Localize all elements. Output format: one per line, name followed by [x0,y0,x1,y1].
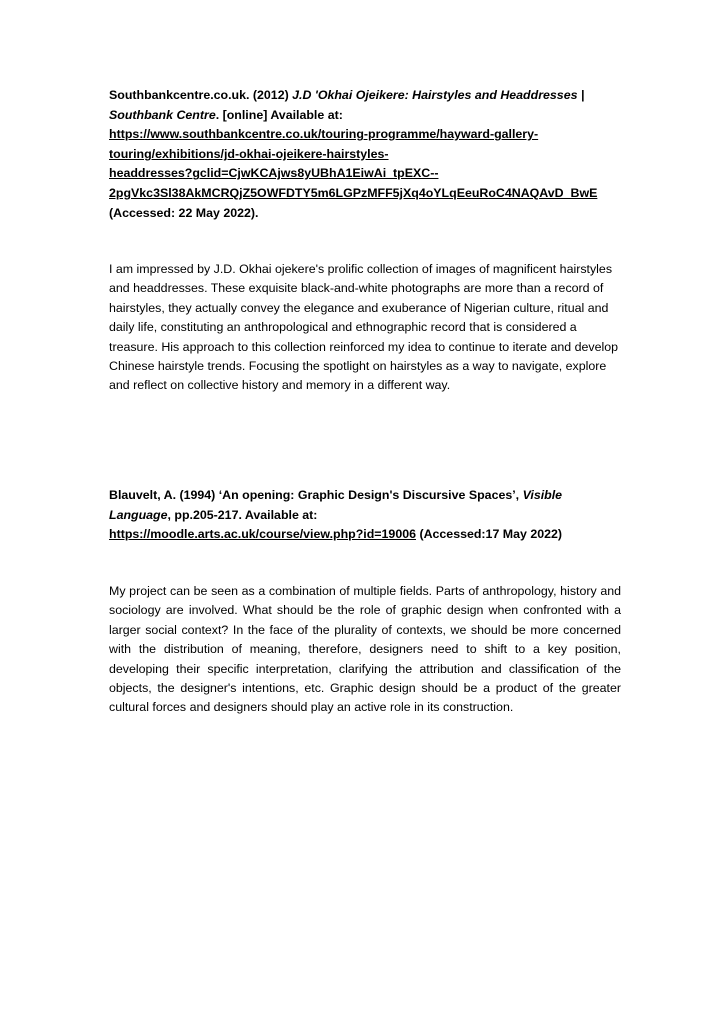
reference-url[interactable]: https://moodle.arts.ac.uk/course/view.php?id=19006 [109,527,416,542]
reference-lead: Southbankcentre.co.uk. (2012) [109,88,293,102]
reference-blauvelt [109,486,624,545]
reference-accessed: (Accessed: 22 May 2022). [109,205,259,220]
reference-url-line-3[interactable]: headdresses?gclid=CjwKCAjws8yUBhA1EiwAi_tpEXC-- [109,166,439,181]
reference-url-line-2[interactable]: touring/exhibitions/jd-okhai-ojeikere-hairstyles- [109,146,389,161]
reference-southbank [109,86,597,223]
reference-pages: , pp.205-217. Available at: [167,507,318,522]
reference-journal: Visible Language [109,488,563,522]
reference-url-line-4[interactable]: 2pgVkc3Sl38AkMCRQjZ5OWFDTY5m6LGPzMFF5jXq4oYLqEeuRoC4NAQAvD_BwE [109,185,598,200]
reference-available: . [online] Available at: [215,107,343,122]
reference-accessed: (Accessed:17 May 2022) [416,527,563,542]
reference-lead: Blauvelt, A. (1994) ‘An opening: Graphic Design's Discursive Spaces’, [109,488,523,502]
reference-url-line-1[interactable]: https://www.southbankcentre.co.uk/touring-programme/hayward-gallery- [109,127,539,142]
commentary-paragraph-2: My project can be seen as a combination of multiple fields. Parts of anthropology, history and sociology are involved. What should be the role of graphic design when confronted with a larger social context? In the face of the plurality of contexts, we should be more concerned with the distribution of meaning, therefore, designers need to shift to a key position, developing their specific interpretation, clarifying the attribution and classification of the objects, the designer's intentions, etc. Graphic design should be a product of the greater cultural forces and designers should play an active role in its construction. [109,584,621,715]
reference-site: Southbank Centre [109,107,216,122]
reference-title: J.D 'Okhai Ojeikere: Hairstyles and Headdresses | [292,88,585,102]
commentary-paragraph-1: I am impressed by J.D. Okhai ojekere's prolific collection of images of magnificent hairstyles and headdresses. These exquisite black-and-white photographs are more than a record of hairstyles, they actually convey the elegance and exuberance of Nigerian culture, ritual and daily life, constituting an anthropological and ethnographic record that is considered a treasure. His approach to this collection reinforced my idea to continue to iterate and develop Chinese hairstyle trends. Focusing the spotlight on hairstyles as a way to navigate, explore and reflect on collective history and memory in a different way. [109,262,618,393]
